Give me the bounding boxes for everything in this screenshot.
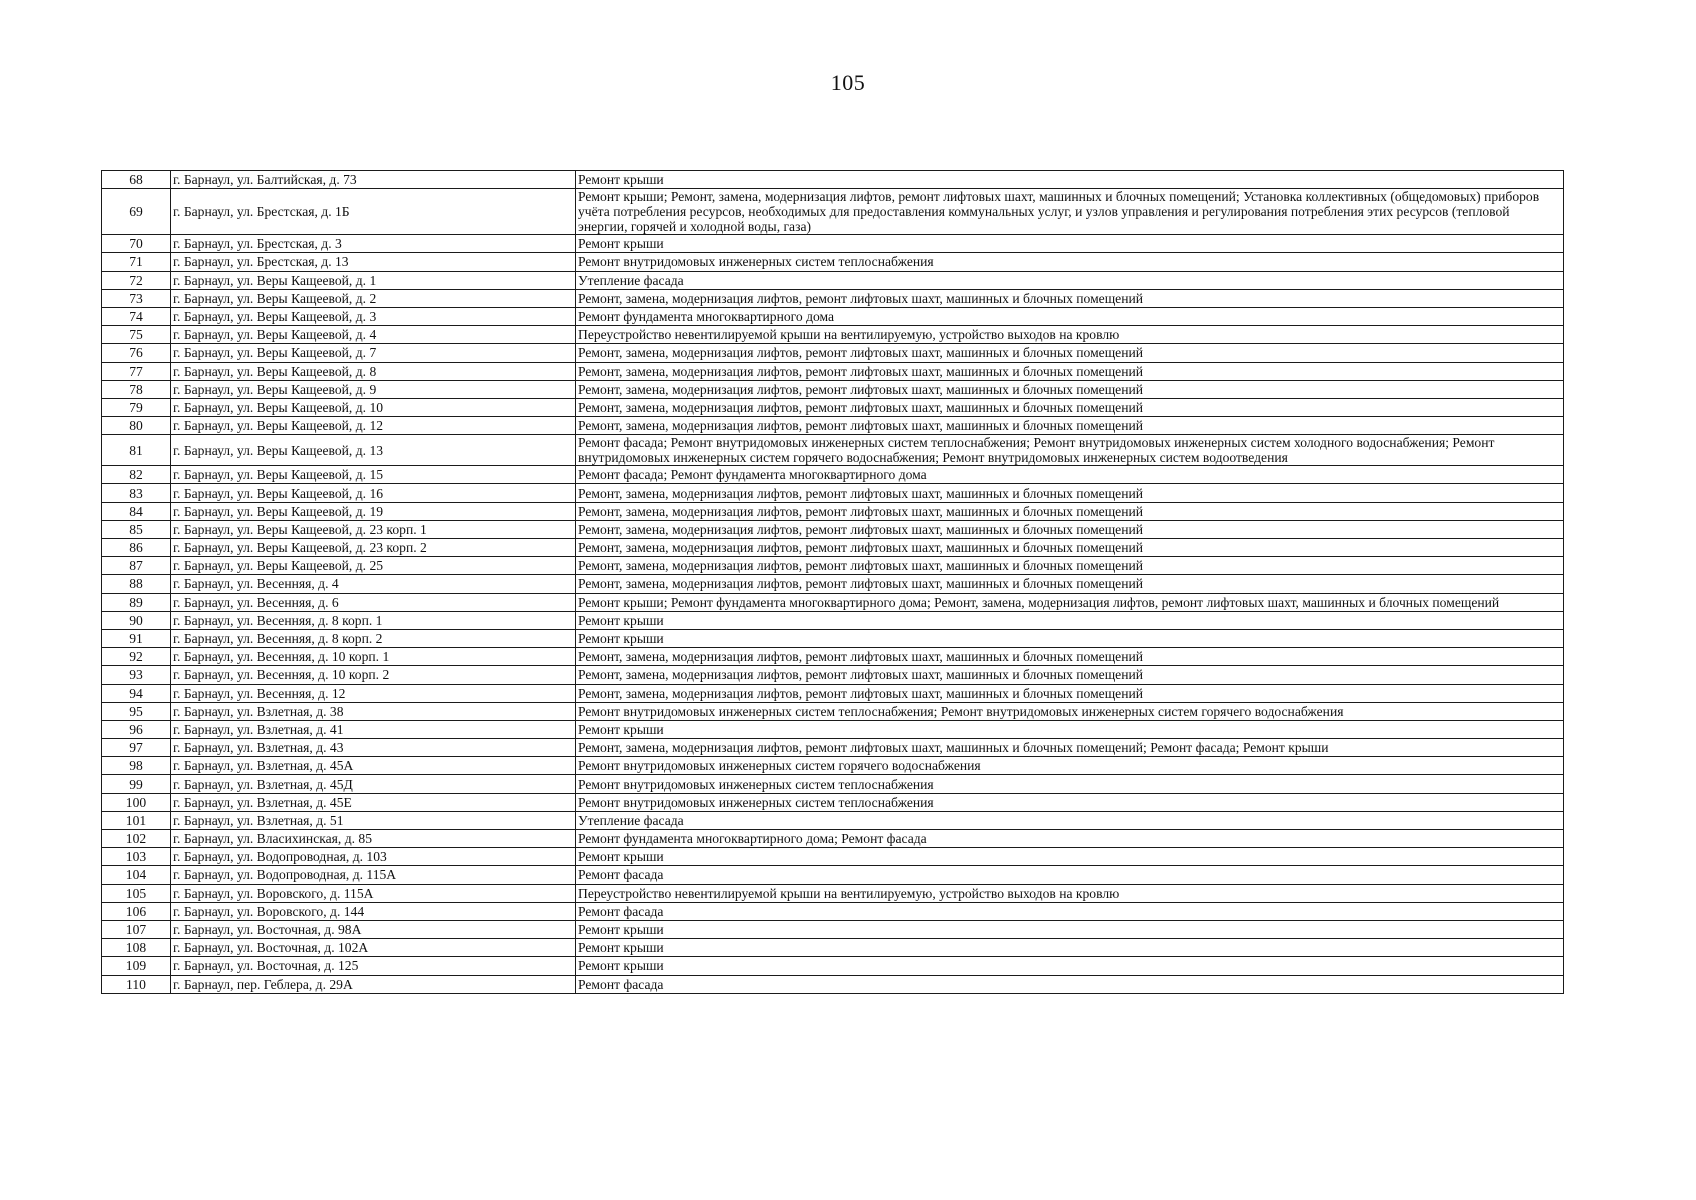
address-cell: г. Барнаул, ул. Весенняя, д. 4 — [171, 575, 576, 593]
row-number-cell: 96 — [102, 720, 171, 738]
work-type-cell: Ремонт, замена, модернизация лифтов, ремонт лифтовых шахт, машинных и блочных помещений — [576, 380, 1564, 398]
work-type-cell: Ремонт внутридомовых инженерных систем теплоснабжения — [576, 793, 1564, 811]
work-type-cell: Ремонт крыши — [576, 957, 1564, 975]
address-cell: г. Барнаул, ул. Весенняя, д. 6 — [171, 593, 576, 611]
table-row — [102, 684, 1564, 702]
table-row — [102, 593, 1564, 611]
row-number-cell: 109 — [102, 957, 171, 975]
work-type-cell: Ремонт, замена, модернизация лифтов, ремонт лифтовых шахт, машинных и блочных помещений — [576, 398, 1564, 416]
row-number-cell: 104 — [102, 866, 171, 884]
address-cell: г. Барнаул, пер. Геблера, д. 29А — [171, 975, 576, 993]
work-type-cell: Ремонт крыши — [576, 939, 1564, 957]
table-row — [102, 380, 1564, 398]
work-type-cell: Ремонт крыши — [576, 920, 1564, 938]
table-row — [102, 557, 1564, 575]
table-row — [102, 307, 1564, 325]
table-row — [102, 484, 1564, 502]
table-row — [102, 539, 1564, 557]
table-row — [102, 271, 1564, 289]
row-number-cell: 86 — [102, 539, 171, 557]
address-cell: г. Барнаул, ул. Взлетная, д. 45А — [171, 757, 576, 775]
address-cell: г. Барнаул, ул. Веры Кащеевой, д. 23 корп. 1 — [171, 520, 576, 538]
table-row — [102, 629, 1564, 647]
work-type-cell: Утепление фасада — [576, 271, 1564, 289]
address-cell: г. Барнаул, ул. Веры Кащеевой, д. 9 — [171, 380, 576, 398]
work-type-cell: Переустройство невентилируемой крыши на вентилируемую, устройство выходов на кровлю — [576, 884, 1564, 902]
address-cell: г. Барнаул, ул. Веры Кащеевой, д. 12 — [171, 417, 576, 435]
address-cell: г. Барнаул, ул. Взлетная, д. 51 — [171, 811, 576, 829]
work-type-cell: Ремонт крыши — [576, 611, 1564, 629]
address-cell: г. Барнаул, ул. Веры Кащеевой, д. 23 корп. 2 — [171, 539, 576, 557]
address-cell: г. Барнаул, ул. Брестская, д. 3 — [171, 235, 576, 253]
row-number-cell: 78 — [102, 380, 171, 398]
address-cell: г. Барнаул, ул. Веры Кащеевой, д. 4 — [171, 326, 576, 344]
table-row — [102, 289, 1564, 307]
work-type-cell: Ремонт крыши — [576, 629, 1564, 647]
work-type-cell: Ремонт, замена, модернизация лифтов, ремонт лифтовых шахт, машинных и блочных помещений — [576, 648, 1564, 666]
work-type-cell: Ремонт, замена, модернизация лифтов, ремонт лифтовых шахт, машинных и блочных помещений — [576, 289, 1564, 307]
address-cell: г. Барнаул, ул. Восточная, д. 102А — [171, 939, 576, 957]
row-number-cell: 93 — [102, 666, 171, 684]
table-row — [102, 189, 1564, 235]
address-cell: г. Барнаул, ул. Веры Кащеевой, д. 2 — [171, 289, 576, 307]
table-row — [102, 884, 1564, 902]
work-type-cell: Ремонт, замена, модернизация лифтов, ремонт лифтовых шахт, машинных и блочных помещений — [576, 484, 1564, 502]
work-type-cell: Ремонт фасада — [576, 975, 1564, 993]
row-number-cell: 74 — [102, 307, 171, 325]
work-type-cell: Ремонт крыши — [576, 848, 1564, 866]
row-number-cell: 99 — [102, 775, 171, 793]
row-number-cell: 95 — [102, 702, 171, 720]
work-type-cell: Ремонт, замена, модернизация лифтов, ремонт лифтовых шахт, машинных и блочных помещений — [576, 362, 1564, 380]
table-row — [102, 417, 1564, 435]
address-cell: г. Барнаул, ул. Веры Кащеевой, д. 10 — [171, 398, 576, 416]
row-number-cell: 102 — [102, 830, 171, 848]
table-row — [102, 830, 1564, 848]
table-row — [102, 435, 1564, 466]
work-type-cell: Ремонт, замена, модернизация лифтов, ремонт лифтовых шахт, машинных и блочных помещений — [576, 344, 1564, 362]
works-table-body — [102, 171, 1564, 994]
address-cell: г. Барнаул, ул. Весенняя, д. 10 корп. 2 — [171, 666, 576, 684]
table-row — [102, 702, 1564, 720]
page-number: 105 — [830, 70, 866, 95]
address-cell: г. Барнаул, ул. Взлетная, д. 45Е — [171, 793, 576, 811]
table-row — [102, 957, 1564, 975]
work-type-cell: Ремонт, замена, модернизация лифтов, ремонт лифтовых шахт, машинных и блочных помещений — [576, 684, 1564, 702]
work-type-cell: Ремонт, замена, модернизация лифтов, ремонт лифтовых шахт, машинных и блочных помещений — [576, 539, 1564, 557]
table-row — [102, 920, 1564, 938]
row-number-cell: 71 — [102, 253, 171, 271]
row-number-cell: 87 — [102, 557, 171, 575]
work-type-cell: Ремонт, замена, модернизация лифтов, ремонт лифтовых шахт, машинных и блочных помещений; Ремонт фасада; Ремонт крыши — [576, 739, 1564, 757]
table-row — [102, 171, 1564, 189]
table-row — [102, 466, 1564, 484]
table-row — [102, 666, 1564, 684]
table-row — [102, 902, 1564, 920]
table-row — [102, 398, 1564, 416]
table-row — [102, 866, 1564, 884]
work-type-cell: Ремонт, замена, модернизация лифтов, ремонт лифтовых шахт, машинных и блочных помещений — [576, 520, 1564, 538]
address-cell: г. Барнаул, ул. Веры Кащеевой, д. 13 — [171, 435, 576, 466]
row-number-cell: 108 — [102, 939, 171, 957]
row-number-cell: 69 — [102, 189, 171, 235]
row-number-cell: 107 — [102, 920, 171, 938]
row-number-cell: 98 — [102, 757, 171, 775]
work-type-cell: Ремонт внутридомовых инженерных систем теплоснабжения — [576, 775, 1564, 793]
address-cell: г. Барнаул, ул. Балтийская, д. 73 — [171, 171, 576, 189]
row-number-cell: 89 — [102, 593, 171, 611]
row-number-cell: 72 — [102, 271, 171, 289]
row-number-cell: 110 — [102, 975, 171, 993]
row-number-cell: 84 — [102, 502, 171, 520]
row-number-cell: 83 — [102, 484, 171, 502]
address-cell: г. Барнаул, ул. Власихинская, д. 85 — [171, 830, 576, 848]
address-cell: г. Барнаул, ул. Воровского, д. 115А — [171, 884, 576, 902]
address-cell: г. Барнаул, ул. Весенняя, д. 8 корп. 1 — [171, 611, 576, 629]
works-table — [101, 170, 1564, 994]
address-cell: г. Барнаул, ул. Брестская, д. 1Б — [171, 189, 576, 235]
table-row — [102, 344, 1564, 362]
table-row — [102, 520, 1564, 538]
row-number-cell: 105 — [102, 884, 171, 902]
work-type-cell: Ремонт крыши; Ремонт, замена, модернизация лифтов, ремонт лифтовых шахт, машинных и блочных помещений; Установка коллективных (общедомовых) приборов учёта потребления ресурсов, необходимых для предоставления коммунальных услуг, и узлов управления и регулирования потребления этих ресурсов (тепловой энергии, горячей и холодной воды, газа) — [576, 189, 1564, 235]
work-type-cell: Ремонт крыши — [576, 235, 1564, 253]
address-cell: г. Барнаул, ул. Взлетная, д. 38 — [171, 702, 576, 720]
row-number-cell: 90 — [102, 611, 171, 629]
address-cell: г. Барнаул, ул. Веры Кащеевой, д. 8 — [171, 362, 576, 380]
address-cell: г. Барнаул, ул. Брестская, д. 13 — [171, 253, 576, 271]
table-row — [102, 362, 1564, 380]
work-type-cell: Ремонт, замена, модернизация лифтов, ремонт лифтовых шахт, машинных и блочных помещений — [576, 666, 1564, 684]
address-cell: г. Барнаул, ул. Веры Кащеевой, д. 15 — [171, 466, 576, 484]
work-type-cell: Ремонт, замена, модернизация лифтов, ремонт лифтовых шахт, машинных и блочных помещений — [576, 557, 1564, 575]
address-cell: г. Барнаул, ул. Веры Кащеевой, д. 25 — [171, 557, 576, 575]
row-number-cell: 85 — [102, 520, 171, 538]
address-cell: г. Барнаул, ул. Веры Кащеевой, д. 1 — [171, 271, 576, 289]
address-cell: г. Барнаул, ул. Взлетная, д. 41 — [171, 720, 576, 738]
work-type-cell: Ремонт, замена, модернизация лифтов, ремонт лифтовых шахт, машинных и блочных помещений — [576, 417, 1564, 435]
address-cell: г. Барнаул, ул. Веры Кащеевой, д. 3 — [171, 307, 576, 325]
address-cell: г. Барнаул, ул. Восточная, д. 98А — [171, 920, 576, 938]
address-cell: г. Барнаул, ул. Весенняя, д. 8 корп. 2 — [171, 629, 576, 647]
work-type-cell: Ремонт крыши — [576, 720, 1564, 738]
work-type-cell: Ремонт фасада; Ремонт фундамента многоквартирного дома — [576, 466, 1564, 484]
work-type-cell: Утепление фасада — [576, 811, 1564, 829]
table-row — [102, 648, 1564, 666]
work-type-cell: Ремонт фасада; Ремонт внутридомовых инженерных систем теплоснабжения; Ремонт внутридомовых инженерных систем холодного водоснабжения; Ремонт внутридомовых инженерных систем горячего водоснабжения; Ремонт внутридомовых инженерных систем водоотведения — [576, 435, 1564, 466]
table-row — [102, 502, 1564, 520]
work-type-cell: Ремонт фасада — [576, 902, 1564, 920]
work-type-cell: Ремонт фасада — [576, 866, 1564, 884]
row-number-cell: 81 — [102, 435, 171, 466]
row-number-cell: 88 — [102, 575, 171, 593]
address-cell: г. Барнаул, ул. Водопроводная, д. 103 — [171, 848, 576, 866]
address-cell: г. Барнаул, ул. Водопроводная, д. 115А — [171, 866, 576, 884]
row-number-cell: 82 — [102, 466, 171, 484]
work-type-cell: Ремонт, замена, модернизация лифтов, ремонт лифтовых шахт, машинных и блочных помещений — [576, 575, 1564, 593]
address-cell: г. Барнаул, ул. Воровского, д. 144 — [171, 902, 576, 920]
work-type-cell: Ремонт внутридомовых инженерных систем теплоснабжения — [576, 253, 1564, 271]
table-row — [102, 326, 1564, 344]
address-cell: г. Барнаул, ул. Весенняя, д. 10 корп. 1 — [171, 648, 576, 666]
work-type-cell: Ремонт внутридомовых инженерных систем теплоснабжения; Ремонт внутридомовых инженерных систем горячего водоснабжения — [576, 702, 1564, 720]
row-number-cell: 91 — [102, 629, 171, 647]
table-row — [102, 253, 1564, 271]
address-cell: г. Барнаул, ул. Взлетная, д. 45Д — [171, 775, 576, 793]
address-cell: г. Барнаул, ул. Веры Кащеевой, д. 7 — [171, 344, 576, 362]
row-number-cell: 77 — [102, 362, 171, 380]
table-row — [102, 575, 1564, 593]
row-number-cell: 68 — [102, 171, 171, 189]
work-type-cell: Ремонт крыши; Ремонт фундамента многоквартирного дома; Ремонт, замена, модернизация лифтов, ремонт лифтовых шахт, машинных и блочных помещений — [576, 593, 1564, 611]
work-type-cell: Переустройство невентилируемой крыши на вентилируемую, устройство выходов на кровлю — [576, 326, 1564, 344]
row-number-cell: 97 — [102, 739, 171, 757]
work-type-cell: Ремонт внутридомовых инженерных систем горячего водоснабжения — [576, 757, 1564, 775]
row-number-cell: 94 — [102, 684, 171, 702]
address-cell: г. Барнаул, ул. Восточная, д. 125 — [171, 957, 576, 975]
row-number-cell: 76 — [102, 344, 171, 362]
work-type-cell: Ремонт фундамента многоквартирного дома — [576, 307, 1564, 325]
address-cell: г. Барнаул, ул. Веры Кащеевой, д. 19 — [171, 502, 576, 520]
row-number-cell: 92 — [102, 648, 171, 666]
table-row — [102, 739, 1564, 757]
row-number-cell: 79 — [102, 398, 171, 416]
row-number-cell: 80 — [102, 417, 171, 435]
table-row — [102, 811, 1564, 829]
address-cell: г. Барнаул, ул. Весенняя, д. 12 — [171, 684, 576, 702]
table-row — [102, 939, 1564, 957]
table-row — [102, 775, 1564, 793]
row-number-cell: 103 — [102, 848, 171, 866]
table-row — [102, 848, 1564, 866]
table-row — [102, 975, 1564, 993]
work-type-cell: Ремонт фундамента многоквартирного дома; Ремонт фасада — [576, 830, 1564, 848]
row-number-cell: 106 — [102, 902, 171, 920]
table-row — [102, 611, 1564, 629]
table-row — [102, 757, 1564, 775]
row-number-cell: 100 — [102, 793, 171, 811]
work-type-cell: Ремонт крыши — [576, 171, 1564, 189]
table-row — [102, 793, 1564, 811]
address-cell: г. Барнаул, ул. Веры Кащеевой, д. 16 — [171, 484, 576, 502]
work-type-cell: Ремонт, замена, модернизация лифтов, ремонт лифтовых шахт, машинных и блочных помещений — [576, 502, 1564, 520]
address-cell: г. Барнаул, ул. Взлетная, д. 43 — [171, 739, 576, 757]
row-number-cell: 75 — [102, 326, 171, 344]
row-number-cell: 70 — [102, 235, 171, 253]
row-number-cell: 101 — [102, 811, 171, 829]
table-row — [102, 720, 1564, 738]
table-row — [102, 235, 1564, 253]
row-number-cell: 73 — [102, 289, 171, 307]
